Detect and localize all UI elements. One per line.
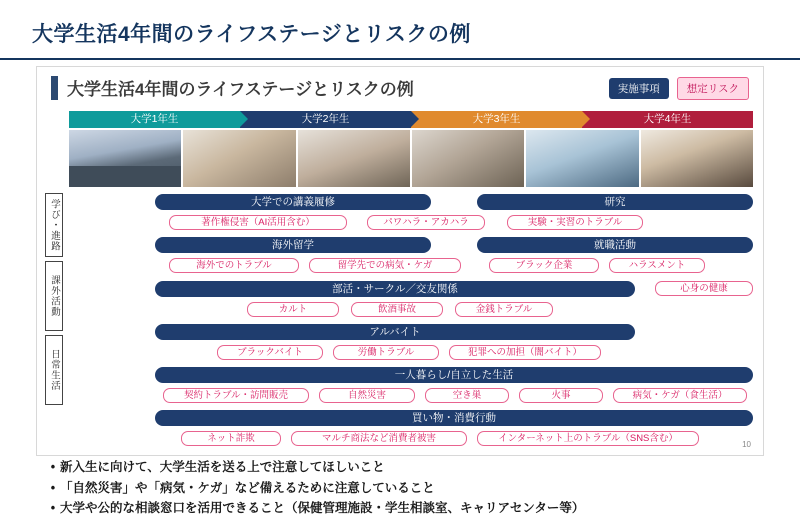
risk-cult: カルト	[247, 302, 339, 317]
year-label-3: 大学3年生	[472, 113, 521, 125]
bullet-marker: •	[50, 501, 56, 516]
year-label-2: 大学2年生	[301, 113, 350, 125]
bar-university-lectures: 大学での講義履修	[155, 194, 431, 210]
photo-strip	[69, 130, 753, 187]
bar-job-hunting: 就職活動	[477, 237, 753, 253]
risk-multilevel-marketing: マルチ商法など消費者被害	[291, 431, 467, 446]
risk-black-part-time-job: ブラックバイト	[217, 345, 323, 360]
risk-illness-abroad: 留学先での病気・ケガ	[309, 258, 461, 273]
bullet-text: 新入生に向けて、大学生活を送る上で注意してほしいこと	[60, 460, 385, 474]
students-jumping-photo	[298, 130, 410, 187]
risk-drinking-accident: 飲酒事故	[351, 302, 443, 317]
category-label-study: 学び・進路	[45, 193, 63, 257]
bar-research: 研究	[477, 194, 753, 210]
bullet-marker: •	[50, 460, 56, 474]
bullet-marker: •	[50, 480, 56, 495]
year-arrow-1	[240, 111, 248, 127]
year-arrow-3	[582, 111, 590, 127]
year-arrow-2	[411, 111, 419, 127]
risk-burglary: 空き巣	[425, 388, 509, 403]
list-item	[46, 481, 776, 497]
bar-club-friendship: 部活・サークル／交友関係	[155, 281, 635, 297]
risk-copyright-infringement: 著作権侵害（AI活用含む）	[169, 215, 347, 230]
risk-black-company: ブラック企業	[489, 258, 599, 273]
risk-online-fraud: ネット詐欺	[181, 431, 281, 446]
bullet-text: 「自然災害」や「病気・ケガ」など備えるために注意していること	[60, 480, 435, 495]
students-sitting-photo	[412, 130, 524, 187]
slide-title-group	[51, 75, 414, 100]
slide-card	[36, 66, 764, 456]
risk-fire: 火事	[519, 388, 603, 403]
year-cell-4	[582, 111, 753, 128]
legend	[609, 77, 749, 100]
slide-number: 10	[742, 440, 751, 449]
legend-item-risk: 想定リスク	[677, 77, 749, 100]
campus-cherry-blossom-photo	[69, 130, 181, 187]
risk-mental-physical-health: 心身の健康	[655, 281, 753, 296]
risk-natural-disaster: 自然災害	[319, 388, 415, 403]
risk-harassment: ハラスメント	[609, 258, 705, 273]
year-cell-2	[240, 111, 411, 128]
year-cell-3	[411, 111, 582, 128]
slide-title-accent-bar	[51, 76, 58, 100]
list-item	[46, 501, 776, 517]
risk-crime-involvement: 犯罪への加担（闇バイト）	[449, 345, 601, 360]
risk-labor-trouble: 労働トラブル	[333, 345, 439, 360]
risk-illness-injury-diet: 病気・ケガ（食生活）	[613, 388, 747, 403]
graduation-photo	[641, 130, 753, 187]
bar-part-time-job: アルバイト	[155, 324, 635, 340]
year-band	[69, 111, 753, 128]
year-cell-1	[69, 111, 240, 128]
year-label-1: 大学1年生	[130, 113, 179, 125]
page-title: 大学生活4年間のライフステージとリスクの例	[32, 23, 471, 46]
risk-power-harassment: パワハラ・アカハラ	[367, 215, 485, 230]
students-studying-photo	[183, 130, 295, 187]
risk-internet-trouble-sns: インターネット上のトラブル（SNS含む）	[477, 431, 699, 446]
bar-living-alone: 一人暮らし/自立した生活	[155, 367, 753, 383]
bar-study-abroad: 海外留学	[155, 237, 431, 253]
bullet-text: 大学や公的な相談窓口を活用できること（保健管理施設・学生相談室、キャリアセンター等）	[60, 501, 585, 516]
year-label-4: 大学4年生	[643, 113, 692, 125]
lab-experiment-photo	[526, 130, 638, 187]
title-bar	[0, 0, 800, 60]
risk-money-trouble: 金銭トラブル	[455, 302, 553, 317]
slide-title: 大学生活4年間のライフステージとリスクの例	[67, 80, 414, 99]
list-item	[46, 460, 776, 476]
bullet-list	[46, 460, 776, 522]
risk-overseas-trouble: 海外でのトラブル	[169, 258, 299, 273]
risk-experiment-trouble: 実験・実習のトラブル	[507, 215, 643, 230]
category-label-daily-life: 日常生活	[45, 335, 63, 405]
risk-contract-door-to-door-sales: 契約トラブル・訪問販売	[163, 388, 309, 403]
category-label-extracurricular: 課外活動	[45, 261, 63, 331]
legend-item-action: 実施事項	[609, 78, 669, 99]
bar-shopping-consumption: 買い物・消費行動	[155, 410, 753, 426]
